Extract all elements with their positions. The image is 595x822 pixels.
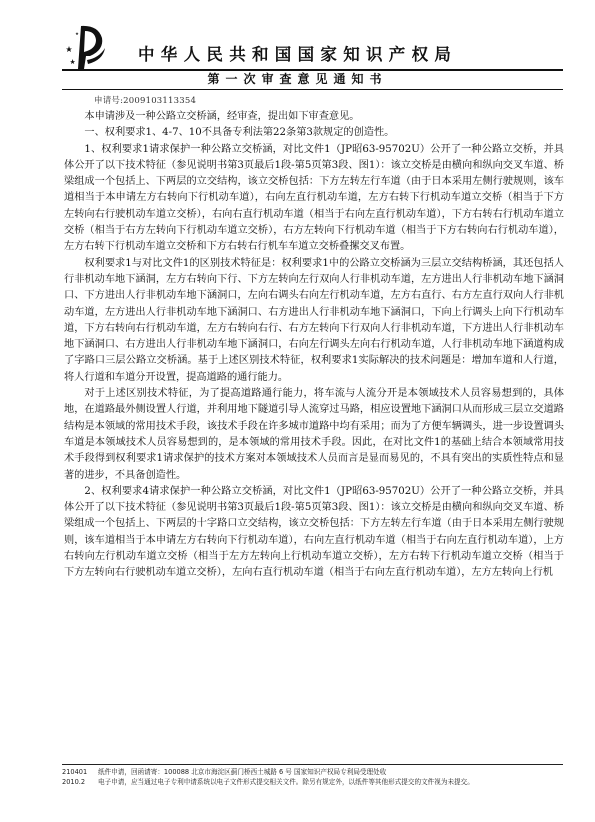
paragraph-analysis: 对于上述区别技术特征，为了提高道路通行能力，将车流与人流分开是本领域技术人员容易想到的，具体地，在道路最外侧设置人行道，并利用地下隧道引导人流穿过马路，相应设置地下涵洞口从而形成三层立交道路结构是本领域的常用技术手段，该技术手段在许多城市道路中均有采用；而为了方便车辆调头，进一步设置调头车道是本领域技术人员容易想到的，是本领域的常用技术手段。因此，在对比文件1的基础上结合本领域常用技术手段得到权利要求1请求保护的技术方案对本领域技术人员而言是显而易见的，不具有突出的实质性特点和显著的进步，不具备创造性。	[64, 388, 564, 481]
header-rule-bottom	[62, 89, 563, 90]
footer-rule	[62, 764, 563, 765]
document-body	[64, 94, 564, 582]
paragraph-distinguishing-features: 权利要求1与对比文件1的区别技术特征是：权利要求1中的公路立交桥涵为三层立交结构桥涵，其还包括人行非机动车地下涵洞，左方右转向下行、下方左转向左行双向人行非机动车道，左方进出人行非机动车地下涵洞口、下方进出人行非机动车地下涵洞口，左向右调头右向左行机动车道，左方右直行、右方左直行双向人行非机动车道，左方进出人行非机动车地下涵洞口、右方进出人行非机动车地下涵洞口，下向上行调头上向下行机动车道，下方右转向右行机动车道，左方右转向右行、右方左转向下行双向人行非机动车道，下方进出人行非机动车地下涵洞口、右方进出人行非机动车地下涵洞口，右向左行调头左向右行机动车道，人行非机动车地下涵道构成了字路口三层公路立交桥涵。基于上述区别技术特征，权利要求1实际解决的技术问题是：增加车道和人行道，将人行道和车道分开设置，提高道路的通行能力。	[64, 257, 564, 383]
sipo-logo-icon	[62, 22, 108, 72]
document-title: 第一次审查意见通知书	[207, 72, 388, 86]
footer-row	[62, 777, 567, 787]
paragraph-claim-4: 2、权利要求4请求保护一种公路立交桥涵，对比文件1（JP昭63-95702U）公开了一种公路立交桥，并具体公开了以下技术特征（参见说明书第3页最后1段-第5页第3段、图1）：该立交桥是由横向和纵向交叉车道、桥梁组成一个包括上、下两层的十字路口立交结构，该立交桥包括：下方左转左行车道（由于日本采用左侧行驶规则，该车道相当于本申请左方右转向下行机动车道），右向左直行机动车道（相当于右向左直行机动车道），上方右转向左行机动车道立交桥（相当于左方左转向上行机动车道立交桥），左方右转下行机动车道立交桥（相当于下方左转向右行驶机动车道立交桥），左向右直行机动车道（相当于右向左直行机动车道），左方左转向上行机	[64, 485, 564, 579]
footer-text: 电子申请，应当通过电子专利申请系统以电子文件形式提交相关文件。除另有规定外，以纸件等其他形式提交的文件视为未提交。	[98, 778, 474, 786]
form-date: 2010.2	[62, 778, 86, 786]
paragraph-intro: 本申请涉及一种公路立交桥涵，经审查，提出如下审查意见。	[84, 111, 360, 122]
application-number: 申请号:2009103113354	[94, 96, 197, 106]
paragraph-heading-1: 一、权利要求1、4-7、10不具备专利法第22条第3款规定的创造性。	[84, 127, 395, 139]
footer-row	[62, 767, 567, 777]
organization-name: 中华人民共和国国家知识产权局	[138, 45, 458, 64]
form-code: 210401	[62, 768, 88, 776]
footer	[62, 767, 567, 787]
footer-text: 纸件申请，回函请寄：100088 北京市海淀区蓟门桥西土城路 6 号 国家知识产权局专利局受理处收	[98, 768, 387, 776]
paragraph-claim-1: 1、权利要求1请求保护一种公路立交桥涵，对比文件1（JP昭63-95702U）公开了一种公路立交桥，并具体公开了以下技术特征（参见说明书第3页最后1段-第5页第3段、图1）：该立交桥是由横向和纵向交叉车道、桥梁组成一个包括上、下两层的立交结构，该立交桥包括：下方左转左行车道（由于日本采用左侧行驶规则，该车道相当于本申请左方右转向下行机动车道），右向左直行机动车道，左方右转下行机动车道立交桥（相当于下方左转向右行驶机动车道立交桥），右向右直行机动车道（相当于右向左直行机动车道），下方右转右行机动车道立交桥（相当于右方左转向下行机动车道立交桥），右方左转向下行机动车道（相当于下方右转向右行机动车道），左方右转下行机动车道立交桥和下方右转右行机车车道立交桥叠摞交叉布置。	[64, 143, 564, 253]
